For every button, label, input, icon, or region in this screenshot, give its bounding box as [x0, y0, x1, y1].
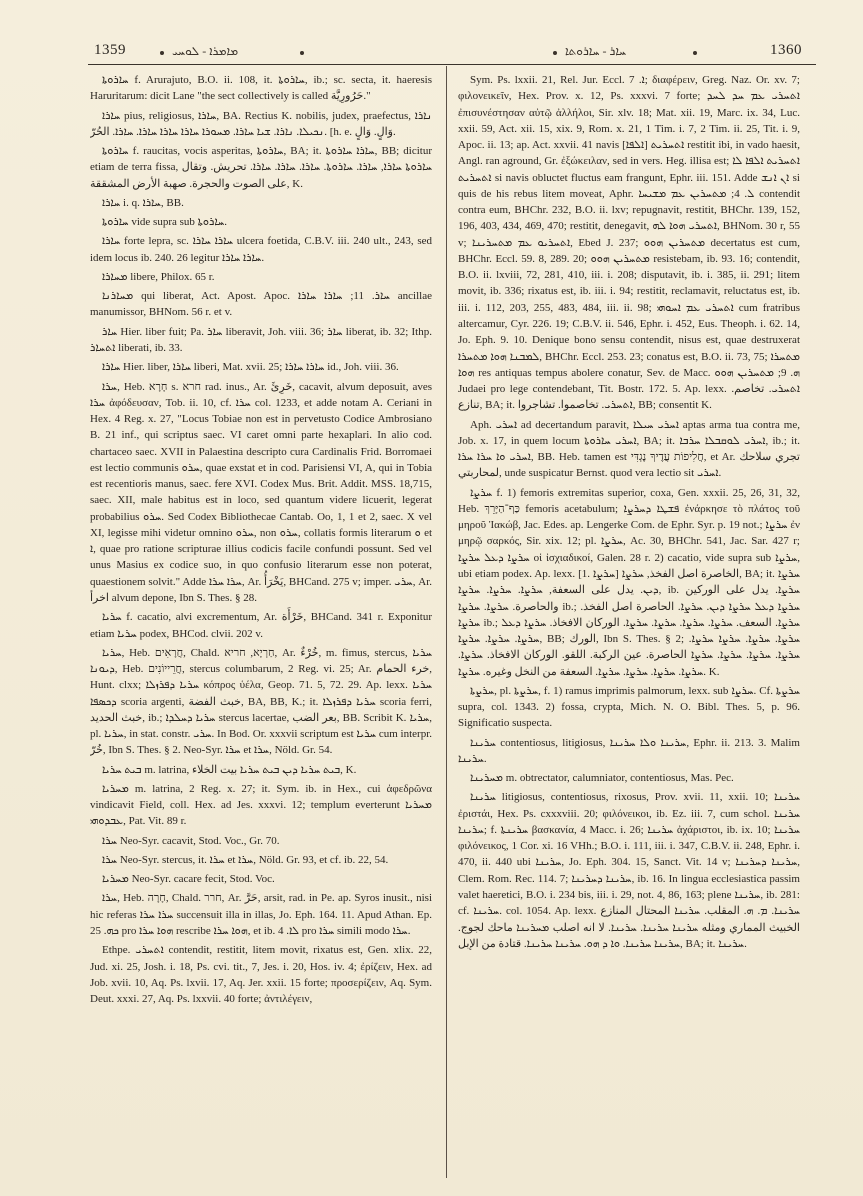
entry: ܚܪܨܐ f. 1) femoris extremitas superior, coxa, Gen. xxxii. 25, 26, 31, 32, Heb. כַּף־הַיָּרֵךְ femoris acetabulum; ܦܫܛܐ ܕܚܪܨܐ ἐνάρκησε τὸ πλάτος τοῦ μηροῦ Ἰακώβ, Jac. Edes. ap. Lengerke Com. de Ephr. Syr. p. 19 not.; ܚܪܨܐ ἐν μηρῷ σαρκός, Sir. xix. 12; pl. ܚܪܨܐ, Ac. 30, BHChr. 541, Jac. Sar. 427 r; ܚܪܨܐ ܕܥܠ ܚܪܨܐ οἱ ἰσχιαδικοί, Galen. 28 r. 2) cacatio, vide supra sub ܚܪܨܐ, ubi etiam podex. Ap. lexx. [1. ܚܪܨܐ] الخاصرة اصل الفخذ, ܚܪܨܐ, BA; it. ܚܪܨܐ ܕܝܢ. يدل على السعفة, ܚܪܨܐ. ܚܪܨܐ. ܚܪܨܐ, ib. ܚܪܨܐ. يدل على الوركين والحاصرة. ܚܪܨܐ. ܚܪܨܐ ib.; ܚܪܨܐ ܕܥܠ ܚܪܨܐ ܕܝܢ. ܚܪܨܐ. الحاصرة اصل الفخذ. ܚܪܨܐ ib.; ܚܪܨܐ. السعف. ܚܪܨܐ. ܚܪܨܐ. ܚܪܨܐ. ܚܪܨܐ. الوركان الافخاذ. ܚܪܨܐ ܕܥܠ ܚܪܨܐ. ܚܪܨܐ. ܚܪܨܐ, BB; الورك, Ibn S. Thes. § 2; ܚܪܨܐ. ܚܪܨܐ. ܚܪܨܐ ܚܪܨܐ. ܚܪܨܐ. ܚܪܨܐ. ܚܪܨܐ. ܚܪܨܐ الحاصرة. عين الركبة. اللقو. الوركان الافخاذ. ܚܪܨܐ. ܚܪܨܐ. ܚܪܨܐ. ܚܪܨܐ. ܚܪܨܐ. السعفة من النخل وغيره. ܚܪܨܐ. K.	[458, 486, 800, 678]
ornament-dot	[693, 51, 697, 55]
ornament-dot	[553, 51, 557, 55]
entry: Ethpe. ܐܬܚܪܝ contendit, restitit, litem movit, rixatus est, Gen. xlix. 22, Jud. xi. 25, Josh. i. 18, Ps. cvi. tit., 7, Jes. i. 20, Hos. iv. 4; ἐρίζειν, Hex. ad Job. xvii. 10, Aq. Ps. lxvii. 17, Aq. Jer. xxii. 15 forte; προσερίζειν, Aq. Sym. Deut. xxxi. 27, Aq. Ps. lxxvii. 40 forte; ἀντιλέγειν,	[90, 944, 432, 1006]
page-number-right: 1360	[770, 42, 802, 58]
entry: ܚܐܪܘܬܐ f. Arurajuto, B.O. ii. 108, it. ܚܐܪܘܬܐ, ib.; sc. secta, it. haeresis Haruritarum: dicit Lane "the sect collectively is called حَرُورِيَّة."	[90, 74, 432, 103]
entry: ܚܐܪܘܬܐ f. raucitas, vocis asperitas, ܚܐܪܘܬܐ, BA; it. ܚܐܪܐ ܚܐܪܘܬܐ, BB; dicitur etiam de terra fissa, ܚܐܪܘܬܐ ܚܐܪܐ, ܚܐܪܐ. ܚܐܪܘܬܐ. ܚܐܪܐ. ܚܐܪܐ. ܚܐܪܐ. تحريش. وتقال على الصوت والحجرة. صهبة الأرض المشققة, K.	[90, 145, 432, 190]
entry: ܚܐܪܐ pius, religiosus, ܚܐܪܐ, BA. Rectius K. nobilis, judex, praefectus, ܢܐܪܐ ܢܟܝܠܐ. ܢܐܪܐ. ܫܝܐ ܚܐܪܐ. ܡܚܘܪܐ ܚܐܪܐ ܚܐܪܐ ܚܐܪܐ. ܚܐܪܐ. الحُرّ. [h. e. وَالٍ. وَالٍ.	[90, 109, 432, 138]
entry: ܚܪܐ, Heb. חָרָה, Chald. חרר, Ar. حَرَّ, arsit, rad. in Pe. ap. Syros inusit., nisi hic referas ܚܪܐ ܚܪܐ succensuit illa in illas, Jo. Eph. 164. 11. Apud Athan. Ep. ܟܗ. 25 pro ܗܘܐ ܚܪܐ rescribe ܗܘܐ ܚܪܐ, et ib. ܠܐ. 4 pro ܚܪܐ simili modo ܚܪܐ.	[90, 892, 432, 938]
header-rule	[88, 64, 816, 65]
entry: ܚܪܝܐ f. cacatio, alvi excrementum, Ar. خَرْأَة, BHCand. 341 r. Exponitur etiam ܚܪܝܐ podex, BHCod. clvii. 202 v.	[90, 611, 432, 640]
entry: ܒܝܬ ܚܪܝܐ m. latrina, ܒܝܬ ܚܪܝܐ ܕܝܢ ܒܝܬ ܚܪܝܐ بيت الخلاء, K.	[102, 763, 357, 776]
page-header	[0, 34, 863, 60]
entry: Sym. Ps. lxxii. 21, Rel. Jur. Eccl. ܐ. 7; διαφέρειν, Greg. Naz. Or. xv. 7; φιλονεικεῖν, Hex. Prov. x. 12, Ps. xxxvi. 7 forte; ܐܬܚܪܝ ܥܡ ܚܕ ܠܚܕ ἐπισυνέστησαν αὐτῷ ἀλλήλοι, Sir. xlv. 18; Mat. xii. 19, Marc. ix. 34, Luc. xxii. 59, Act. xii. 15, xix. 9, Rom. x. 21, 1 Tim. i. 7, 2 Tim. ii. 25, Tit. i. 9, Apoc. ii. 13; ap. Act. xxvii. 41 navis [ܐܠܦܐ] ܐܬܚܪܝܬ restitit ibi, in vado haesit, Angl. ran aground, Gr. ἐξώκειλαν, sed in vers. Heg. illisa est; ܐܬܚܪܝܬ ܐܠܦܐ ܠܐ ܐܬܚܪܝܬ si navis obluctet fluctus eam frangunt, Ephr. iii. 151. Adde ܐܢ ܐܢܫ si quis de his rebus litem moveat, Aphr. ܠ. 4; ܡܬܚܪܝܢ ܥܡ ܡܫܝܚܐ contendit contra eum, BHChr. 232, B.O. ii. lxv; repugnavit, restitit, BHChr. 139, 152, 196, 403, 434, 469, 470; restitit, denegavit, ܐܬܚܪܝ ܗܘܐ ܠܗ, BHNom. 30 r, 55 v; ܐܬܚܪܝܘ ܥܡ ܡܬܚܪܝܢܐ, Ebed J. 237; ܡܬܚܪܝܢ ܗܘܘ decertatus est cum, BHChr. Eccl. 59. 8, 289. 20; ܡܬܚܪܝܢ ܗܘܘ resistebam, ib. 93. 16; contendit, B.O. ii. lxviii, 72, 281, 410, iii. i. 208; disputavit, ib. i. 385, ii. 291; litem movit, ib. 336; rixatus est, ib. iii. i. 94; restitit, reclamavit, reluctatus est, ib. iii. i. 112, 203, 255, 483, 484, iii. ii. 98; ܐܬܚܪܝ ܥܡ ܐܚܘܗܝ cum fratribus altercamur, Cyr. 226. 19; C.B.V. ii. 546, Ephr. i. 452, Eus. Theoph. i. 62. 14, Jo. Eph. 9. 10. Denique bono sensu contendit, nisus est, quae destruxerat ܠܡܒܢܐ ܗܘܐ ܡܬܚܪܐ, BHChr. Eccl. 253. 23; conatus est, B.O. ii. 73, 75; ܡܬܚܪܐ ܗܘܐ res antiquas tempus abolere conatur, Sev. de Macc. ܗ. 9; ܡܬܚܪܝܢ ܗܘܘ Judaei pro lege contendebant, Tit. Bostr. 172. 5. Ap. lexx. ܐܬܚܪܝ. تخاصم. تنازع, BA; it. ܐܬܚܪܝ. تخاصموا. تشاجروا, BB; consentit K.	[458, 74, 800, 412]
entry: ܚܪܝܐ, Heb. חֲרָאִים, Chald. חַרְיָא, חריא, Ar. خُرْءٌ, m. fimus, stercus, ܚܪܝܐ ܕܝܘܢܐ, Heb. חֲרֵייוֹנִים, stercus columbarum, 2 Reg. vi. 25; Ar. خرء الحمام, Hunt. clxx; ܚܪܝܐ ܕܦܪܙܠܐ κόπρος ὑέλα, Geop. 71. 5, 72. 29. Ap. lexx. ܚܪܝܐ ܕܟܣܦܐ scoria argenti, خبث الفضة, BA, BB, K.; it. ܚܪܝܐ ܕܦܪܙܠܐ scoria ferri, خبث الحديد, ib.; ܚܪܝܐ ܕܚܠܕܐ stercus lacertae, بعر الضب, BB. Scribit K. ܚܪܝܐ, pl. ܚܪܝܐ, in stat. constr. ܚܪܝ. In Bod. Or. xxxvii scriptum est ܚܪܝܐ cum interpr. خُرّ, Ibn S. Thes. § 2. Neo-Syr. ܚܪܐ et ܚܪܐ, Nöld. Gr. 54.	[90, 646, 432, 757]
running-title-right: ܚܐܪ - ܚܐܪܘܬܐ	[565, 44, 627, 58]
left-column	[90, 72, 432, 1176]
entry: ܚܐܪܐ Hier. liber, ܚܐܪܐ liberi, Mat. xvii. 25; ܚܐܪܐ ܚܐܪܐ id., Joh. viii. 36.	[102, 361, 399, 374]
entry: Aph. ܐܚܪܝ ad decertandum paravit, ܐܚܪܝ ܚܝܠܐ aptas arma tua contra me, Job. x. 17, in quem locum ܐܚܪܝ ܚܐܪܘܬܐ, BA; it. ܐܚܪܝ ܠܘܩܒܠܐ ܚܪܒܐ, ib.; it. ܐܚܪܝ ܘܐ ܚܪܐ ܚܪܐ, BB. Heb. tamen est חֲלִיפוֹת עֲדֶיךָ נֶגְדִּי, et Ar. تجري سلاحك لمحاربتي, unde suspicatur Bernst. quod vera lectio sit ܐܚܪܝ.	[458, 418, 800, 480]
entry: ܚܐܪܐ forte lepra, sc. ܚܐܪܐ ܚܐܪܐ ulcera foetida, C.B.V. iii. 240 ult., 243, sed idem locus ib. 240. 26 legitur ܚܐܪܐ ܚܐܪܐ.	[90, 235, 432, 264]
ornament-dot	[300, 51, 304, 55]
running-title-left: ܡܐܡܪܐ - ܠܘܚܝ	[172, 44, 239, 58]
page-number-left: 1359	[94, 42, 126, 58]
entry: ܚܪܝܢܐ contentiosus, litigiosus, ܚܪܝܢܐ ܘܠܐ ܚܪܝܢܐ, Ephr. ii. 213. 3. Malim ܚܪܝܢܐ.	[458, 736, 800, 765]
entry: ܚܪܐ Neo-Syr. cacavit, Stod. Voc., Gr. 70.	[102, 834, 280, 847]
entry: ܡܚܪܝܢܐ m. obtrectator, calumniator, contentiosus, Mas. Pec.	[470, 772, 734, 785]
entry: ܚܐܪܐ i. q. ܚܐܪܐ, BB.	[102, 196, 184, 209]
entry: ܚܪܐ, Heb. חָרָא s. חרא rad. inus., Ar. خَرِئَ, cacavit, alvum deposuit, aves ܚܪܐ ἀφόδευσαν, Tob. ii. 10, cf. ܚܪܐ col. 1233, et adde notam A. Ceriani in Hex. 4 Reg. x. 27, "Locus Tobiae non est in pervetusto Codice Ambrosiano B. 21 inf., qui scriptus saec. VI caret omni parte hexaplari. In alio cod. chartaceo saec. XVII in Palaestina descripto cura Cardinalis Frid. Borromaei est lectio communis ܚܪܘ, quae exstat et in cod. Parisiensi VI, A, qui in Tobia est recentioris manus, saec. fere XVI. Codex Mus. Brit. Addit. MSS. 18,715, saec. XII, male habitus est in loco, sed quantum videre licuerit, legerat probabilius ܚܪܘ. Sed Codex Bibliothecae Cantab. Oo, 1, 1 et 2, saec. X vel XI, legisse mihi videtur omnino ܚܪܘ, non ܚܪܘ, collatis formis literarum ܘ et ܐ, quae pro ratione scripturae illius codicis facile confundi possunt. Sed vel unus Masius ex codice suo, in quo confusio literarum esse non poterat, quaestionem solvit." Adde ܚܪܐ ܚܪܐ, Ar. يَخْرَأُ, BHCand. 275 v; imper. ܚܪܝ, Ar. اخرأ alvum depone, Ibn S. Thes. § 28.	[90, 380, 432, 604]
right-column	[458, 72, 800, 1176]
entry: ܚܪܨܬܐ, pl. ܚܪܨܬܐ, f. 1) ramus imprimis palmorum, lexx. sub ܚܪܨܐ. Cf. ܚܪܨܬܐ supra, col. 1343. 2) fossa, crypta, Mich. N. O. Bibl. Thes. 5, p. 96. Significatio suspecta.	[458, 684, 800, 730]
entry: ܡܚܪܝܐ m. latrina, 2 Reg. x. 27; it. Sym. ib. in Hex., cui ἀφεδρῶνα vindicavit Field, coll. Hex. ad Jes. xxxvi. 12; templum everterunt ܡܚܪܝܐ ܥܒܕܘܗܝ, Pat. Vit. 89 r.	[90, 782, 432, 828]
entry: ܡܚܪܝܐ Neo-Syr. cacare fecit, Stod. Voc.	[102, 873, 275, 886]
entry: ܚܪܝܢܐ litigiosus, contentiosus, rixosus, Prov. xvii. 11, xxii. 10; ܚܪܝܢܐ ἐριστάι, Hex. Ps. cxxxviii. 20; φιλόνεικοι, ib. Ez. iii. 7, cum schol. ܚܪܝܢܐ ܚܪܝܢܐ; f. ܚܪܝܢܬܐ βασκανία, 4 Macc. i. 26; ܚܪܝܢܐ ἀχάριστοι, ib. ix. 10; ܚܪܝܢܐ φιλόνεικος, 1 Cor. xi. 16 VHh.; B.O. i. 111, iii. i. 347, C.B.V. ii. 248, Ephr. i. 470, ii. 440 ubi ܚܪܝܢܐ, Jo. Eph. 304. 15, Sanct. Vit. 14 v; ܚܪܝܢܐ ܕܚܪܝܢܐ, Clem. Rom. Rec. 114. 7; ܚܪܝܢܐ ܕܚܪܝܢܐ, ib. 16. In lingua ecclesiastica passim valet haeretici, B.O. i. 234 bis, iii. i. 29, not. 4, 86, 163; plene ܚܪܝܢܐ, ib. 281: cf. ܚܪܝܢܐ. col. 1054. Ap. lexx. ܚܪܝܢܐ. ܡ. ܗ. المقلب. ܚܪܝܢܐ المحتال المنازع الخبيث المماري ومثله ܚܪܝܢܐ ܚܪܝܢܐ. ܚܪܝܢܐ. لا انه اصلب ܡܚܪܝܢܐ ماحك لجوج. ܚܪܝܢܐ ܚܪܝܢܐ. ܘܐ ܕ ܗܘ. ܚܪܝܢܐ ܚܪܝܢܐ. قتادة من الإبل, BA; it. ܚܪܝܢܐ.	[458, 791, 800, 950]
ornament-dot	[160, 51, 164, 55]
entry: ܚܐܪܘܬܐ vide supra sub ܚܐܪܘܬܐ.	[102, 216, 227, 229]
entry: ܚܪܐ Neo-Syr. stercus, it. ܚܪܐ et ܚܪܐ, Nöld. Gr. 93, et cf. ib. 22, 54.	[102, 853, 389, 866]
entry: ܚܐܪ Hier. liber fuit; Pa. ܚܐܪ liberavit, Joh. viii. 36; ܚܐܪ liberat, ib. 32; Ithp. ܐܬܚܐܪ liberati, ib. 33.	[90, 325, 432, 354]
column-divider	[446, 66, 447, 1178]
entry: ܡܚܐܪܢܐ qui liberat, Act. Apost. Apoc. ܚܐܪ. 11; ܚܐܪܐ ܚܐܪܐ ancillae manumissor, BHNom. 56 r. et v.	[90, 290, 432, 319]
entry: ܡܚܐܪܐ libere, Philox. 65 r.	[102, 270, 215, 283]
